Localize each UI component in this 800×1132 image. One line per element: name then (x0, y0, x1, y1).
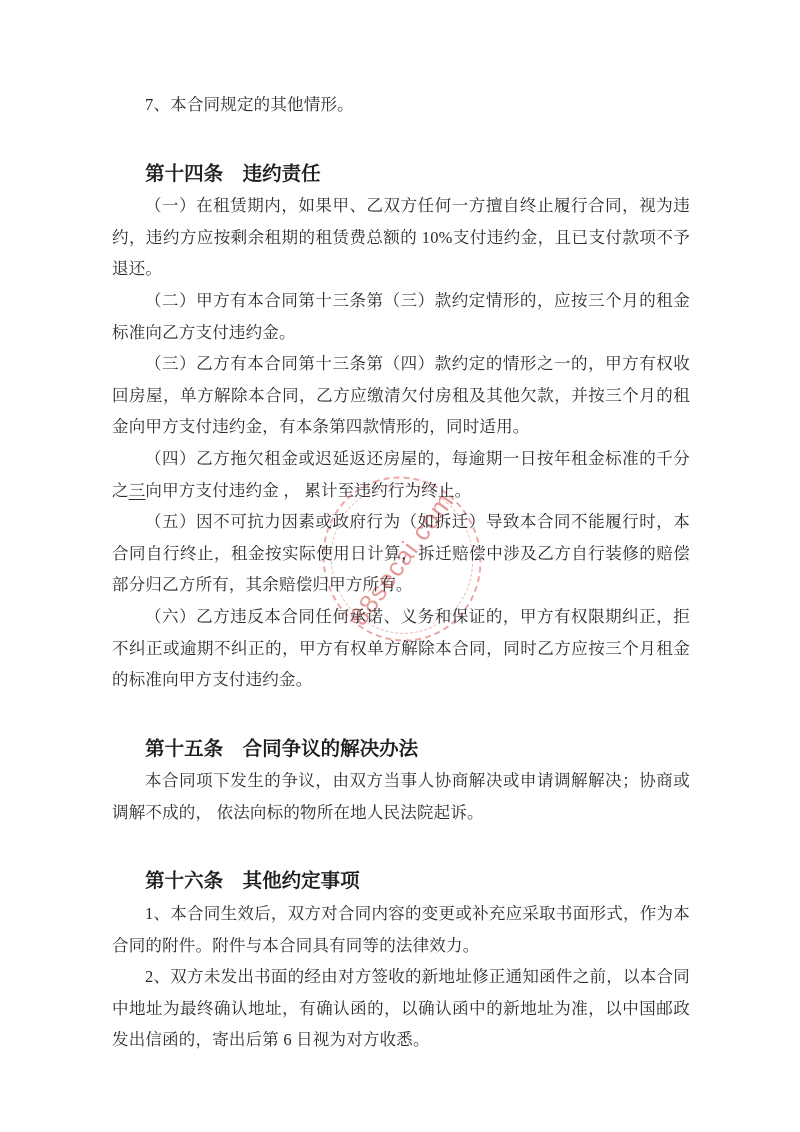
article-15-paragraph-1: 本合同项下发生的争议，由双方当事人协商解决或申请调解解决；协商或调解不成的， 依法向标的物所在地人民法院起诉。 (112, 771, 690, 822)
article-16-heading: 第十六条 其他约定事项 (145, 871, 360, 893)
article-14-paragraph-1: （一）在租赁期内，如果甲、乙双方任何一方擅自终止履行合同，视为违约，违约方应按剩余租期的租赁费总额的 10%支付违约金，且已支付款项不予退还。 (112, 196, 690, 279)
paragraph-4-suffix: 向甲方支付违约金 ， 累计至违约行为终止。 (145, 480, 472, 500)
article-14-heading: 第十四条 违约责任 (145, 163, 321, 185)
contract-body (112, 89, 690, 1056)
article-14-paragraph-4 (112, 443, 690, 506)
watermark-text: 88secai.com (343, 486, 460, 632)
clause-item-7: 7、本合同规定的其他情形。 (145, 95, 354, 114)
paragraph-4-underlined-term: 三 (128, 480, 146, 500)
article-14-paragraph-2: （二）甲方有本合同第十三条第（三）款约定情形的，应按三个月的租金标准向乙方支付违约金。 (112, 290, 690, 342)
article-15-heading: 第十五条 合同争议的解决办法 (145, 738, 419, 760)
article-14-paragraph-6: （六）乙方违反本合同任何承诺、义务和保证的，甲方有权限期纠正，拒不纠正或逾期不纠正的，甲方有权单方解除本合同，同时乙方应按三个月租金的标准向甲方支付违约金。 (112, 606, 690, 690)
article-16-paragraph-1: 1、本合同生效后，双方对合同内容的变更或补充应采取书面形式，作为本合同的附件。附件与本合同具有同等的法律效力。 (112, 904, 690, 955)
paragraph-4-prefix: （四）乙方拖欠租金或迟延返还房屋的，每逾期一日按年租金标准的千分之 (112, 448, 690, 500)
article-16-paragraph-2: 2、双方未发出书面的经由对方签收的新地址修正通知函件之前，以本合同中地址为最终确认地址，有确认函的，以确认函中的新地址为准，以中国邮政发出信函的，寄出后第 6 日视为对方收悉。 (112, 967, 690, 1050)
article-14-paragraph-3: （三）乙方有本合同第十三条第（四）款约定的情形之一的，甲方有权收回房屋，单方解除本合同，乙方应缴清欠付房租及其他欠款，并按三个月的租金向甲方支付违约金，有本条第四款情形的，同时适用。 (112, 354, 690, 437)
article-14-paragraph-5: （五）因不可抗力因素或政府行为（如拆迁）导致本合同不能履行时，本合同自行终止，租金按实际使用日计算，拆迁赔偿中涉及乙方自行装修的赔偿部分归乙方所有，其余赔偿归甲方所有。 (112, 512, 690, 595)
